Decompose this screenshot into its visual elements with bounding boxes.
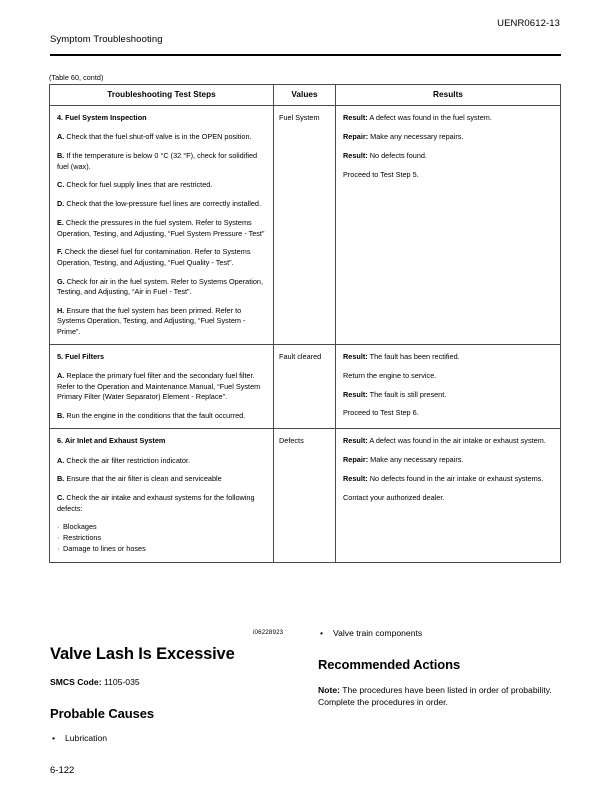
result-paragraph: Result: No defects found. — [343, 150, 427, 160]
section-title: Valve Lash Is Excessive — [50, 645, 235, 663]
defect-list-item: · Restrictions — [57, 533, 102, 543]
step-letter: H. — [57, 305, 65, 315]
values-text: Fault cleared — [279, 351, 322, 361]
troubleshooting-table — [49, 84, 561, 563]
result-label: Result: — [343, 473, 368, 483]
result-paragraph: Result: A defect was found in the air intake or exhaust system. — [343, 436, 546, 446]
table-caption: (Table 60, contd) — [49, 73, 104, 82]
cell-results — [336, 429, 561, 562]
result-paragraph: Result: A defect was found in the fuel system. — [343, 113, 492, 122]
cell-results — [336, 344, 561, 428]
middot-bullet-icon: · — [57, 544, 60, 554]
column-header-test-steps: Troubleshooting Test Steps — [50, 85, 274, 106]
step-paragraph: H. Ensure that the fuel system has been primed. Refer to Systems Operation, Testing, and Adjusting, “Fuel System - Prime”. — [57, 305, 246, 336]
step-letter: F. — [57, 247, 63, 257]
middot-bullet-icon: · — [57, 533, 60, 543]
result-paragraph: Proceed to Test Step 6. — [343, 408, 419, 418]
result-label: Result: — [343, 436, 368, 446]
probable-cause-text: Valve train components — [333, 628, 423, 638]
step-paragraph: G. Check for air in the fuel system. Refer to Systems Operation, Testing, and Adjusting, “Air in Fuel - Test”. — [57, 276, 264, 296]
lower-right-column — [318, 628, 561, 708]
step-paragraph: A. Replace the primary fuel filter and the secondary fuel filter. Refer to the Operation and Maintenance Manual, “Fuel System Primary Filter (Water Separator) Element - Replace”. — [57, 371, 261, 401]
note-label: Note: — [318, 684, 340, 695]
result-paragraph: Proceed to Test Step 5. — [343, 169, 419, 179]
values-text: Defects — [279, 436, 304, 446]
result-paragraph: Return the engine to service. — [343, 370, 437, 380]
step-letter: C. — [57, 493, 65, 503]
probable-causes-heading: Probable Causes — [50, 706, 154, 721]
cell-values — [274, 106, 336, 345]
running-header-title: Symptom Troubleshooting — [50, 34, 163, 45]
cell-test-steps — [50, 106, 274, 345]
note-paragraph — [318, 684, 561, 708]
result-paragraph: Contact your authorized dealer. — [343, 492, 445, 502]
smcs-code-value: 1105-035 — [101, 677, 140, 687]
recommended-actions-heading: Recommended Actions — [318, 656, 461, 672]
cell-test-steps — [50, 429, 274, 562]
lower-left-column — [50, 645, 295, 752]
step-paragraph: B. Run the engine in the conditions that the fault occurred. — [57, 410, 246, 420]
page-number: 6-122 — [50, 765, 75, 776]
note-text: The procedures have been listed in order of probability. Complete the procedures in order. — [318, 684, 552, 707]
cell-values — [274, 344, 336, 428]
column-header-values: Values — [274, 85, 336, 106]
bullet-icon: • — [52, 732, 56, 743]
list-item — [318, 628, 561, 640]
middot-bullet-icon: · — [57, 522, 60, 532]
step-paragraph: A. Check that the fuel shut-off valve is in the OPEN position. — [57, 132, 252, 142]
step-title: 5. Fuel Filters — [57, 351, 105, 361]
step-paragraph: C. Check the air intake and exhaust systems for the following defects: — [57, 493, 255, 513]
result-label: Result: — [343, 389, 368, 399]
probable-cause-text: Lubrication — [65, 733, 108, 743]
step-letter: B. — [57, 474, 65, 484]
bullet-icon: • — [320, 627, 324, 638]
step-letter: D. — [57, 199, 65, 209]
result-paragraph: Result: The fault has been rectified. — [343, 351, 460, 361]
step-letter: A. — [57, 132, 65, 142]
column-header-results: Results — [336, 85, 561, 106]
step-title: 6. Air Inlet and Exhaust System — [57, 436, 166, 446]
result-paragraph: Repair: Make any necessary repairs. — [343, 455, 464, 465]
result-label: Repair: — [343, 131, 369, 141]
cell-values — [274, 429, 336, 562]
step-letter: G. — [57, 276, 65, 286]
step-paragraph: E. Check the pressures in the fuel system. Refer to Systems Operation, Testing, and Adjusting, “Fuel System Pressure - Test” — [57, 218, 265, 238]
result-paragraph: Repair: Make any necessary repairs. — [343, 131, 464, 141]
step-letter: B. — [57, 410, 65, 420]
step-letter: A. — [57, 371, 65, 381]
list-item — [50, 733, 295, 745]
step-letter: B. — [57, 151, 65, 161]
result-paragraph: Result: The fault is still present. — [343, 389, 447, 399]
step-paragraph: D. Check that the low-pressure fuel lines are correctly installed. — [57, 199, 262, 209]
cell-test-steps — [50, 344, 274, 428]
section-reference-code: i06228923 — [253, 629, 284, 636]
smcs-code-line — [50, 677, 295, 687]
smcs-code-label: SMCS Code: — [50, 677, 102, 687]
table-row — [50, 429, 561, 562]
table-row — [50, 106, 561, 345]
document-id: UENR0612-13 — [497, 18, 560, 29]
step-paragraph: B. If the temperature is below 0 °C (32 °F), check for solidified fuel (wax). — [57, 151, 258, 171]
table-row — [50, 344, 561, 428]
step-letter: C. — [57, 180, 65, 190]
step-paragraph: B. Ensure that the air filter is clean and serviceable — [57, 474, 222, 484]
result-label: Result: — [343, 113, 368, 122]
step-title: 4. Fuel System Inspection — [57, 113, 147, 122]
table-header-row — [50, 85, 561, 106]
values-text: Fuel System — [279, 113, 320, 122]
defect-list-item: · Blockages — [57, 522, 97, 532]
header-divider-rule — [50, 54, 561, 56]
step-letter: E. — [57, 218, 64, 228]
result-label: Repair: — [343, 455, 369, 465]
step-paragraph: F. Check the diesel fuel for contamination. Refer to Systems Operation, Testing, and Adjusting, “Fuel Quality - Test”. — [57, 247, 251, 267]
result-label: Result: — [343, 351, 368, 361]
step-letter: A. — [57, 455, 65, 465]
step-paragraph: A. Check the air filter restriction indicator. — [57, 455, 191, 465]
result-label: Result: — [343, 150, 368, 160]
result-paragraph: Result: No defects found in the air intake or exhaust systems. — [343, 473, 544, 483]
step-paragraph: C. Check for fuel supply lines that are restricted. — [57, 180, 213, 190]
cell-results — [336, 106, 561, 345]
table-body — [50, 106, 561, 563]
defect-list-item: · Damage to lines or hoses — [57, 544, 146, 554]
